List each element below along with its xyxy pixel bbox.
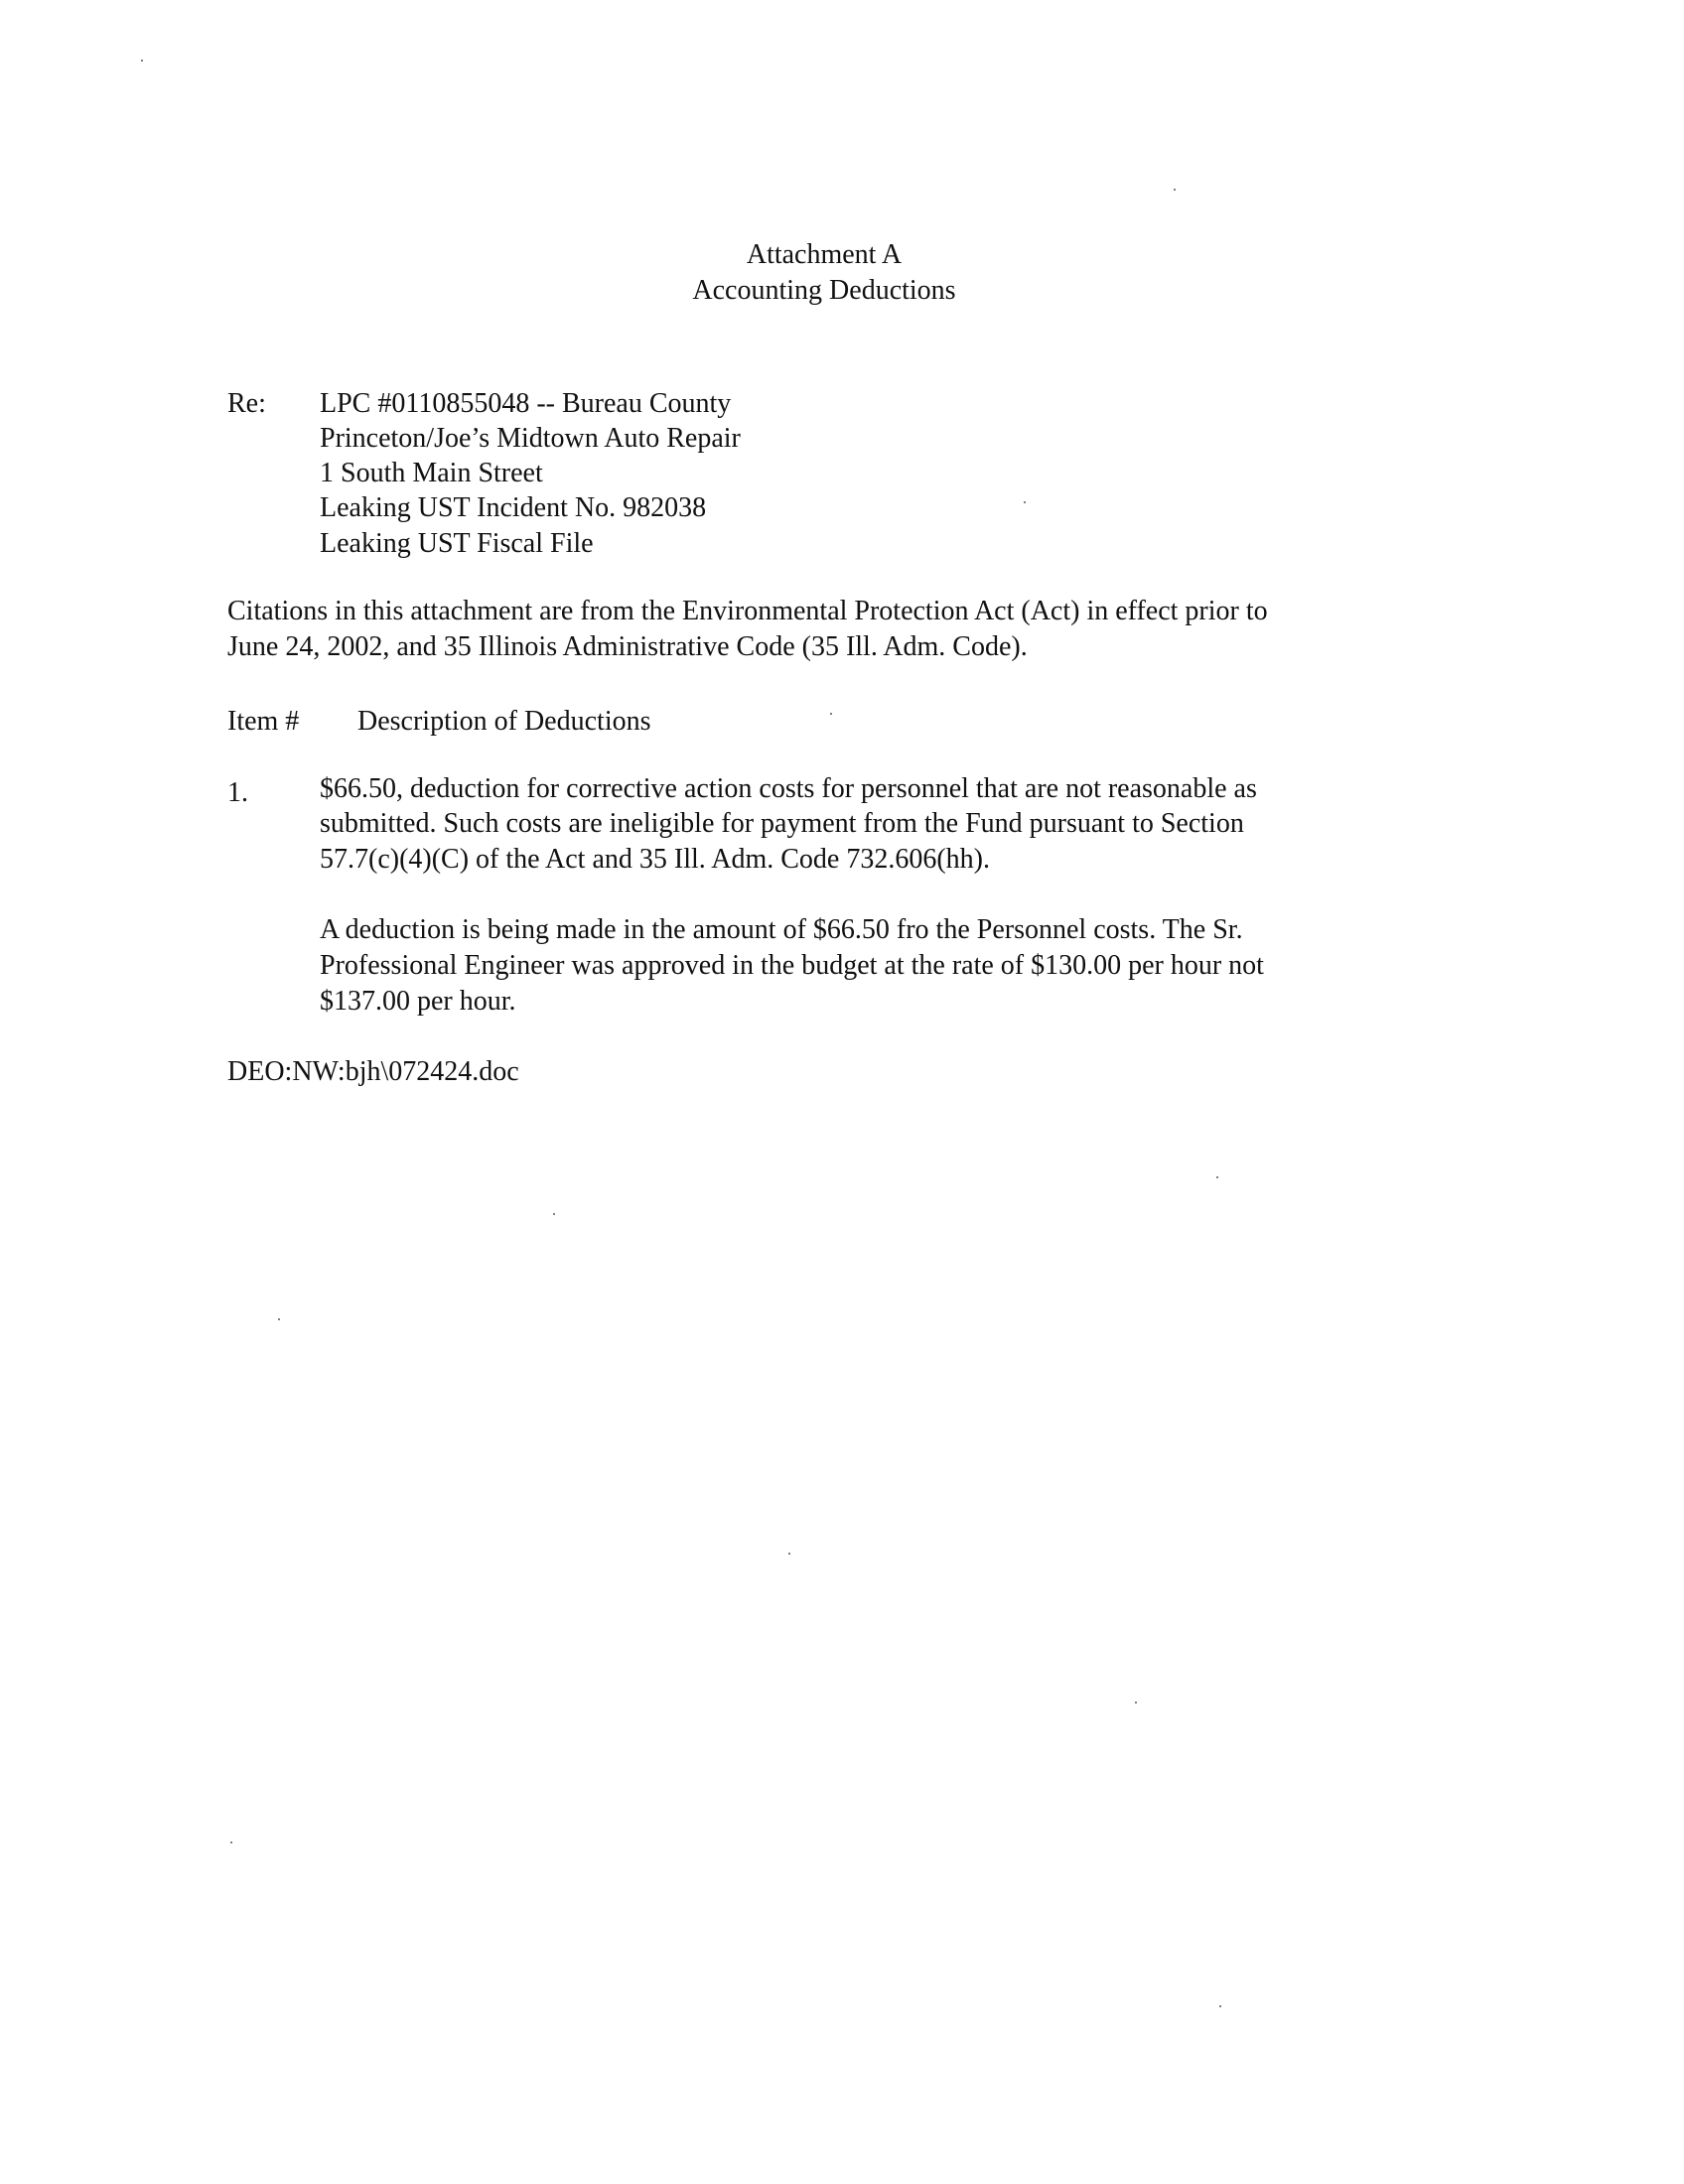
scan-speck	[830, 713, 832, 715]
item-para1-line-1: $66.50, deduction for corrective action costs for personnel that are not reasonable as	[320, 773, 1257, 804]
item-number: 1.	[227, 777, 248, 808]
re-line-address: 1 South Main Street	[320, 458, 543, 488]
attachment-subtitle: Accounting Deductions	[692, 275, 956, 306]
scan-speck	[141, 60, 143, 62]
scan-speck	[788, 1553, 790, 1555]
re-line-site: Princeton/Joe’s Midtown Auto Repair	[320, 423, 741, 454]
citations-line-1: Citations in this attachment are from the Environmental Protection Act (Act) in effect prior to	[227, 596, 1268, 626]
re-label: Re:	[227, 388, 266, 419]
item-para1-line-3: 57.7(c)(4)(C) of the Act and 35 Ill. Adm. Code 732.606(hh).	[320, 844, 990, 875]
file-reference: DEO:NW:bjh\072424.doc	[227, 1056, 519, 1087]
scan-speck	[1216, 1176, 1218, 1178]
scan-speck	[1219, 2005, 1221, 2007]
scan-speck	[1135, 1702, 1137, 1704]
scan-speck	[553, 1213, 555, 1215]
re-line-lpc: LPC #0110855048 -- Bureau County	[320, 388, 732, 419]
scan-speck	[278, 1318, 280, 1320]
item-para2-line-3: $137.00 per hour.	[320, 986, 516, 1017]
attachment-title: Attachment A	[746, 239, 903, 270]
item-para2-line-2: Professional Engineer was approved in the budget at the rate of $130.00 per hour not	[320, 950, 1264, 981]
scan-speck	[1024, 501, 1026, 503]
re-line-fiscal: Leaking UST Fiscal File	[320, 528, 594, 559]
scan-speck	[1174, 189, 1176, 191]
scan-speck	[230, 1842, 232, 1843]
description-heading: Description of Deductions	[357, 706, 651, 737]
citations-line-2: June 24, 2002, and 35 Illinois Administrative Code (35 Ill. Adm. Code).	[227, 631, 1028, 662]
item-number-heading: Item #	[227, 706, 300, 737]
item-para1-line-2: submitted. Such costs are ineligible for payment from the Fund pursuant to Section	[320, 808, 1244, 839]
re-line-incident: Leaking UST Incident No. 982038	[320, 492, 707, 523]
item-para2-line-1: A deduction is being made in the amount of $66.50 fro the Personnel costs. The Sr.	[320, 914, 1243, 945]
